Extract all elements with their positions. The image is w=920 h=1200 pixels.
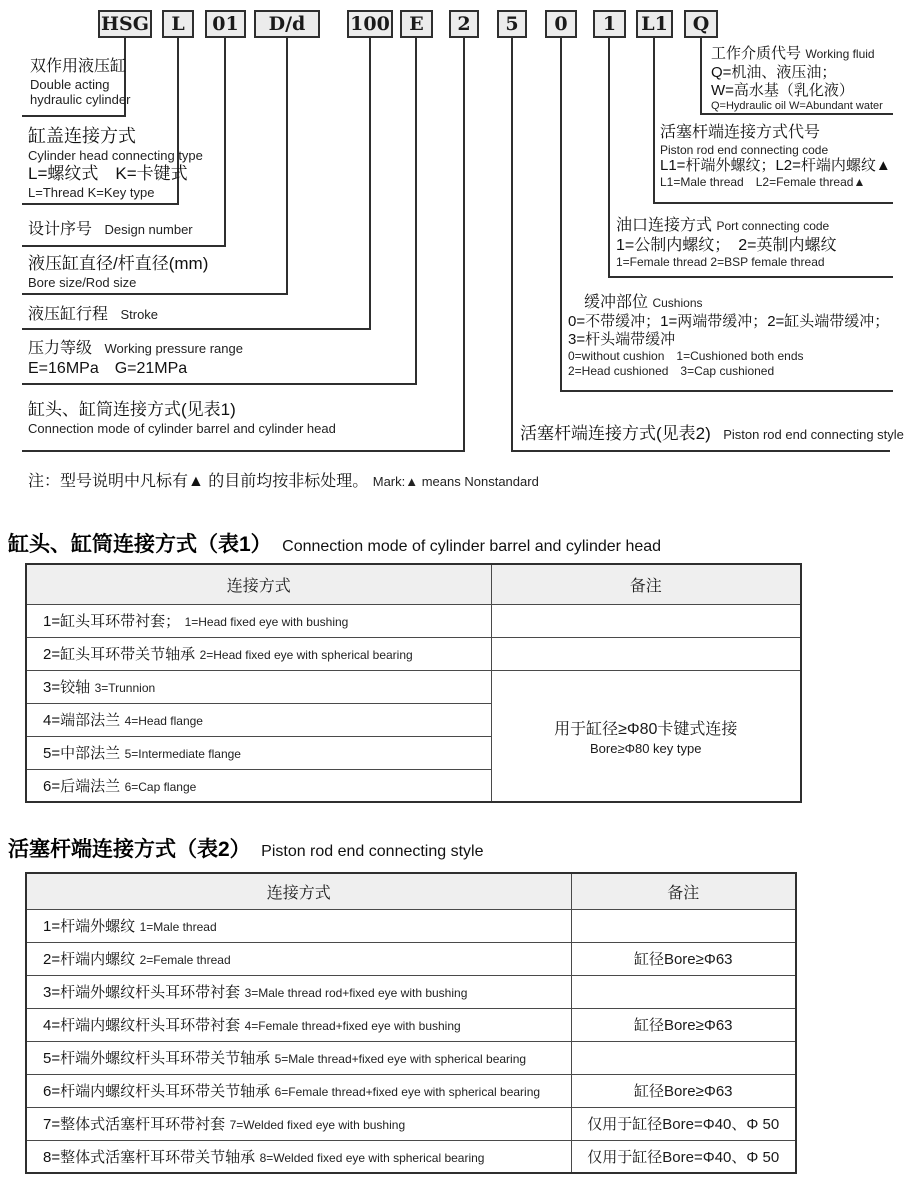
table-row xyxy=(26,670,801,703)
label-design-number-cn: 设计序号 xyxy=(28,221,93,238)
table-row xyxy=(26,942,796,975)
label-barrel-head-connection xyxy=(28,400,336,437)
cell-text-cn: 3=杆端外螺纹杆头耳环带衬套 xyxy=(43,984,241,1001)
table2-cell-remark xyxy=(571,975,796,1008)
connector-vline-l1 xyxy=(653,38,655,204)
nonstandard-note-en: Mark:▲ means Nonstandard xyxy=(372,474,539,489)
table1-cell-remark xyxy=(491,604,801,637)
label-cushions-cn: 缓冲部位 xyxy=(584,294,649,311)
table1-header-connection: 连接方式 xyxy=(26,564,491,604)
code-box-hsg: HSG xyxy=(98,10,152,38)
label-rod-end-code xyxy=(660,123,891,190)
label-stroke xyxy=(28,305,158,325)
table1-header-row xyxy=(26,564,801,604)
code-box-2: 2 xyxy=(449,10,479,38)
connector-hline-l1 xyxy=(653,202,893,204)
nonstandard-note xyxy=(28,468,539,491)
cell-text-en: 4=Head flange xyxy=(124,714,203,728)
table1-cell-connection xyxy=(26,703,491,736)
cell-text-cn: 7=整体式活塞杆耳环带衬套 xyxy=(43,1116,226,1133)
table-row xyxy=(26,604,801,637)
table2-heading xyxy=(8,833,484,863)
code-box-l: L xyxy=(162,10,194,38)
table1-cell-connection xyxy=(26,604,491,637)
table2-heading-cn: 活塞杆端连接方式（表2） xyxy=(8,838,251,861)
label-rod-end-code-options-cn: L1=杆端外螺纹；L2=杆端内螺纹▲ xyxy=(660,157,891,175)
table2-cell-remark xyxy=(571,1041,796,1074)
table2-cell-remark: 缸径Bore≥Φ63 xyxy=(571,942,796,975)
connector-vline-dd xyxy=(286,38,288,295)
table1-barrel-head-connection xyxy=(25,563,802,803)
label-head-connecting-type xyxy=(28,126,203,200)
cell-text-cn: 3=铰轴 xyxy=(43,679,91,696)
table2-cell-connection xyxy=(26,975,571,1008)
cell-text-cn: 1=缸头耳环带衬套； xyxy=(43,613,181,630)
table-row xyxy=(26,1107,796,1140)
cell-text-en: 6=Cap flange xyxy=(124,779,197,794)
table1-heading-en: Connection mode of cylinder barrel and cylinder head xyxy=(282,538,662,555)
label-head-connecting-type-cn: 缸盖连接方式 xyxy=(28,126,136,146)
cell-text-en: 2=Female thread xyxy=(139,953,231,967)
table2-header-remark: 备注 xyxy=(571,873,796,909)
label-design-number xyxy=(28,220,193,240)
connector-vline-e xyxy=(415,38,417,385)
cell-text-en: 3=Male thread rod+fixed eye with bushing xyxy=(244,986,468,1000)
table-row xyxy=(26,1140,796,1173)
label-working-fluid-cn: 工作介质代号 xyxy=(711,45,802,62)
label-port-connecting-options-en: 1=Female thread 2=BSP female thread xyxy=(616,255,825,270)
connector-hline-0 xyxy=(560,390,893,392)
cell-text-cn: 5=杆端外螺纹杆头耳环带关节轴承 xyxy=(43,1050,271,1067)
table2-cell-connection xyxy=(26,1074,571,1107)
label-working-fluid-en: Working fluid xyxy=(805,47,875,61)
connector-hline-01 xyxy=(22,245,226,247)
table1-merged-remark xyxy=(491,670,801,802)
code-box-l1: L1 xyxy=(636,10,673,38)
connector-hline-100 xyxy=(22,328,371,330)
cell-text-cn: 5=中部法兰 xyxy=(43,745,121,762)
code-box-100: 100 xyxy=(347,10,393,38)
cell-text-en: 1=Head fixed eye with bushing xyxy=(184,615,349,629)
merged-remark-cn: 用于缸径≥Φ80卡键式连接 xyxy=(554,720,738,738)
table-row xyxy=(26,1008,796,1041)
connector-vline-q xyxy=(700,38,702,113)
code-box-dd: D/d xyxy=(254,10,320,38)
label-working-fluid-q: Q=机油、液压油； xyxy=(711,63,837,81)
table2-heading-en: Piston rod end connecting style xyxy=(261,843,484,860)
connector-vline-1 xyxy=(608,38,610,278)
label-port-connecting xyxy=(616,216,837,270)
label-cushions-options1-en: 0=without cushion 1=Cushioned both ends xyxy=(568,349,804,364)
connector-vline-01 xyxy=(224,38,226,247)
table1-cell-remark xyxy=(491,637,801,670)
table2-cell-connection xyxy=(26,1041,571,1074)
label-barrel-head-connection-cn: 缸头、缸筒连接方式(见表1) xyxy=(28,400,236,419)
table1-cell-connection xyxy=(26,769,491,802)
cell-text-cn: 8=整体式活塞杆耳环带关节轴承 xyxy=(43,1148,256,1166)
label-rod-end-style-cn: 活塞杆端连接方式(见表2) xyxy=(520,424,711,443)
label-double-acting-cn: 双作用液压缸 xyxy=(30,58,127,75)
cell-text-en: 2=Head fixed eye with spherical bearing xyxy=(199,648,413,662)
table1-heading xyxy=(8,528,661,558)
table2-rod-end-style xyxy=(25,872,797,1174)
label-cushions-options2-cn: 3=杆头端带缓冲 xyxy=(568,330,676,348)
label-double-acting-en1: Double acting xyxy=(30,76,110,92)
cell-text-cn: 6=后端法兰 xyxy=(43,777,121,795)
connector-vline-0 xyxy=(560,38,562,392)
cell-text-cn: 2=杆端内螺纹 xyxy=(43,951,136,968)
cell-text-cn: 1=杆端外螺纹 xyxy=(43,918,136,935)
connector-hline-dd xyxy=(22,293,288,295)
cell-text-en: 3=Trunnion xyxy=(94,681,156,695)
label-pressure-range-values: E=16MPa G=21MPa xyxy=(28,359,188,377)
label-pressure-range-en: Working pressure range xyxy=(104,341,243,356)
label-rod-end-style-en: Piston rod end connecting style xyxy=(723,427,904,442)
label-head-connecting-type-en2: L=Thread K=Key type xyxy=(28,184,155,200)
table2-cell-connection xyxy=(26,942,571,975)
label-rod-end-style xyxy=(520,424,904,445)
table1-header-remark: 备注 xyxy=(491,564,801,604)
connector-hline-2 xyxy=(22,450,465,452)
label-cushions-options1-cn: 0=不带缓冲；1=两端带缓冲；2=缸头端带缓冲； xyxy=(568,312,890,330)
label-pressure-range xyxy=(28,339,243,378)
merged-remark-en: Bore≥Φ80 key type xyxy=(590,740,702,756)
table2-cell-connection xyxy=(26,909,571,942)
table1-cell-connection xyxy=(26,637,491,670)
cell-text-cn: 6=杆端内螺纹杆头耳环带关节轴承 xyxy=(43,1083,271,1100)
cell-text-cn: 4=杆端内螺纹杆头耳环带衬套 xyxy=(43,1017,241,1034)
label-working-fluid xyxy=(711,44,883,114)
label-bore-rod-size xyxy=(28,254,208,291)
label-bore-rod-size-en: Bore size/Rod size xyxy=(28,274,137,290)
nonstandard-note-cn: 注：型号说明中凡标有▲ 的目前均按非标处理。 xyxy=(28,473,369,490)
label-head-connecting-type-cn2: L=螺纹式 K=卡键式 xyxy=(28,163,188,183)
table1-cell-connection xyxy=(26,670,491,703)
connector-hline-hsg xyxy=(22,115,126,117)
label-rod-end-code-cn: 活塞杆端连接方式代号 xyxy=(660,124,821,141)
code-box-e: E xyxy=(400,10,433,38)
label-design-number-en: Design number xyxy=(104,222,193,237)
code-box-q: Q xyxy=(684,10,718,38)
label-rod-end-code-options-en: L1=Male thread L2=Female thread▲ xyxy=(660,175,866,190)
cell-text-cn: 2=缸头耳环带关节轴承 xyxy=(43,646,196,663)
table1-heading-cn: 缸头、缸筒连接方式（表1） xyxy=(8,533,272,556)
label-double-acting xyxy=(30,57,130,108)
cell-text-en: 5=Male thread+fixed eye with spherical bearing xyxy=(274,1052,527,1066)
code-box-0: 0 xyxy=(545,10,577,38)
table-row xyxy=(26,909,796,942)
connector-hline-5 xyxy=(511,450,890,452)
connector-vline-100 xyxy=(369,38,371,330)
table2-cell-remark xyxy=(571,909,796,942)
code-box-1: 1 xyxy=(593,10,626,38)
cell-text-en: 7=Welded fixed eye with bushing xyxy=(229,1118,406,1132)
connector-hline-1 xyxy=(608,276,893,278)
table-row xyxy=(26,1074,796,1107)
label-working-fluid-w: W=高水基（乳化液） xyxy=(711,81,854,99)
table2-cell-connection xyxy=(26,1107,571,1140)
connector-hline-l xyxy=(22,203,179,205)
table2-cell-remark: 仅用于缸径Bore=Φ40、Φ 50 xyxy=(571,1140,796,1173)
cell-text-cn: 4=端部法兰 xyxy=(43,712,121,729)
label-port-connecting-cn: 油口连接方式 xyxy=(616,217,713,234)
table2-cell-connection xyxy=(26,1008,571,1041)
label-bore-rod-size-cn: 液压缸直径/杆直径(mm) xyxy=(28,254,209,273)
cell-text-en: 1=Male thread xyxy=(139,920,217,934)
table2-cell-remark: 缸径Bore≥Φ63 xyxy=(571,1008,796,1041)
table2-header-row xyxy=(26,873,796,909)
table2-cell-remark: 仅用于缸径Bore=Φ40、Φ 50 xyxy=(571,1107,796,1140)
table-row xyxy=(26,1041,796,1074)
cell-text-en: 6=Female thread+fixed eye with spherical bearing xyxy=(274,1085,541,1099)
label-pressure-range-cn: 压力等级 xyxy=(28,340,93,357)
label-cushions-options2-en: 2=Head cushioned 3=Cap cushioned xyxy=(568,363,775,378)
connector-vline-2 xyxy=(463,38,465,450)
label-port-connecting-en: Port connecting code xyxy=(716,219,830,233)
cell-text-en: 4=Female thread+fixed eye with bushing xyxy=(244,1019,461,1033)
label-stroke-cn: 液压缸行程 xyxy=(28,306,109,323)
connector-hline-e xyxy=(22,383,417,385)
label-working-fluid-en2: Q=Hydraulic oil W=Abundant water xyxy=(711,100,883,113)
cell-text-en: 5=Intermediate flange xyxy=(124,747,241,761)
label-stroke-en: Stroke xyxy=(120,307,159,322)
cell-text-en: 8=Welded fixed eye with spherical bearing xyxy=(259,1150,485,1165)
label-double-acting-en2: hydraulic cylinder xyxy=(30,92,131,108)
code-box-5: 5 xyxy=(497,10,527,38)
table2-header-connection: 连接方式 xyxy=(26,873,571,909)
table-row xyxy=(26,637,801,670)
label-cushions-en: Cushions xyxy=(652,296,703,310)
table1-cell-connection xyxy=(26,736,491,769)
label-cushions xyxy=(568,293,889,378)
label-barrel-head-connection-en: Connection mode of cylinder barrel and cylinder head xyxy=(28,420,336,436)
table-row xyxy=(26,975,796,1008)
table2-cell-remark: 缸径Bore≥Φ63 xyxy=(571,1074,796,1107)
table2-cell-connection xyxy=(26,1140,571,1173)
label-rod-end-code-en: Piston rod end connecting code xyxy=(660,142,829,157)
label-head-connecting-type-en1: Cylinder head connecting type xyxy=(28,147,203,163)
label-port-connecting-options-cn: 1=公制内螺纹； 2=英制内螺纹 xyxy=(616,236,837,254)
code-box-01: 01 xyxy=(205,10,246,38)
connector-vline-5 xyxy=(511,38,513,452)
